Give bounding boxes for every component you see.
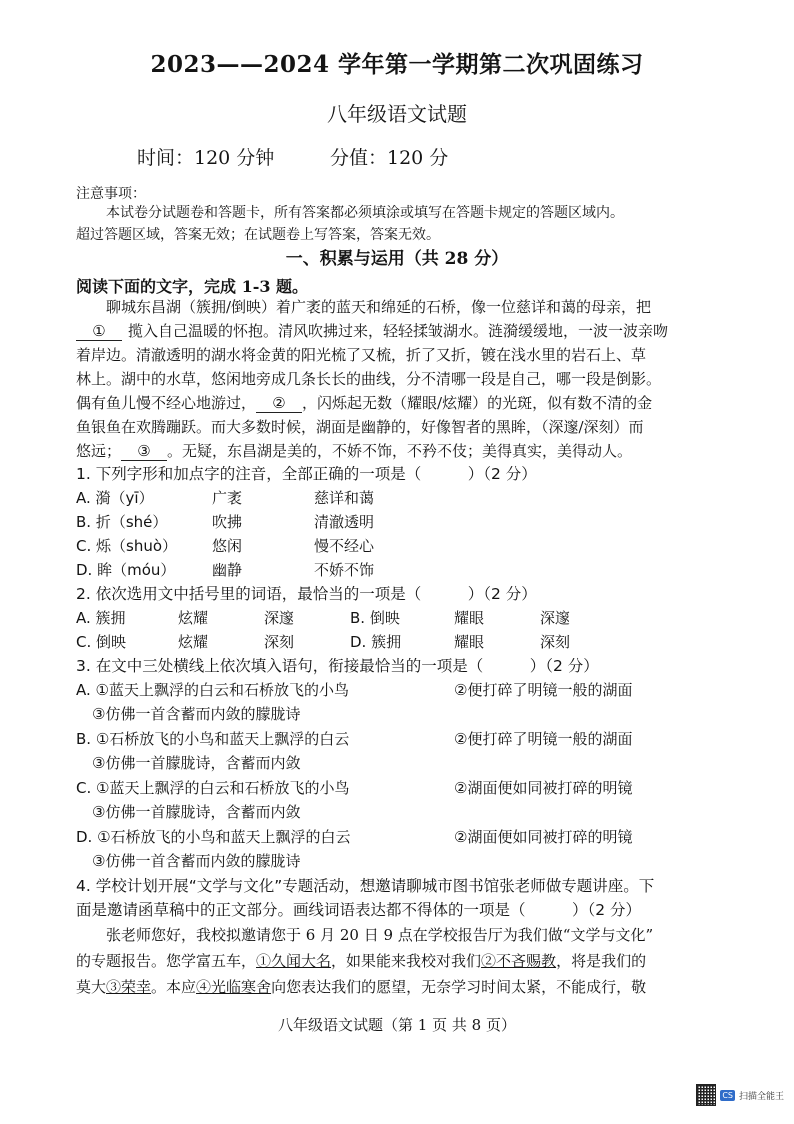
blank-2: ② (256, 394, 302, 413)
letter-line: 张老师您好，我校拟邀请您于 6 月 20 日 9 点在学校报告厅为我们做“文学与文化” (106, 926, 654, 944)
passage-line: 偶有鱼儿慢不经心地游过， ② ，闪烁起无数（耀眼/炫耀）的光斑，似有数不清的金 (76, 394, 653, 412)
blank-1: ① (76, 322, 122, 341)
q3-option-c: ③仿佛一首朦胧诗，含蓄而内敛 (92, 803, 301, 821)
q3-option-b: ②便打碎了明镜一般的湖面 (454, 681, 633, 699)
letter-line: 莫大③荣幸。本应④光临寒舍向您表达我们的愿望，无奈学习时间太紧，不能成行，敬 (76, 978, 647, 996)
q2-option-word: 深邃 (540, 609, 571, 627)
q1-option: D. 眸（móu） (76, 561, 176, 579)
notice-line-2: 超过答题区域，答案无效；在试题卷上写答案，答案无效。 (76, 227, 440, 243)
passage-line: 悠远； ③ 。无疑，东昌湖是美的，不娇不饰，不矜不伎；美得真实，美得动人。 (76, 442, 633, 460)
passage-line: ① 揽入自己温暖的怀抱。清风吹拂过来，轻轻揉皱湖水。涟漪缓缓地，一波一波亲吻 (76, 320, 668, 341)
exam-time: 时间：120 分钟 (137, 147, 275, 169)
q3-option-a: B. ①石桥放飞的小鸟和蓝天上飘浮的白云 (76, 730, 350, 748)
question-2-stem: 2. 依次选用文中括号里的词语，最恰当的一项是（ ）（2 分） (76, 585, 537, 603)
q2-option: C. 倒映 (76, 633, 127, 651)
q3-option-a: C. ①蓝天上飘浮的白云和石桥放飞的小鸟 (76, 779, 350, 797)
q3-option-a: D. ①石桥放飞的小鸟和蓝天上飘浮的白云 (76, 828, 351, 846)
q3-option-c: ③仿佛一首含蓄而内敛的朦胧诗 (92, 705, 301, 723)
notice-line-1: 本试卷分试题卷和答题卡，所有答案都必须填涂或填写在答题卡规定的答题区域内。 (106, 205, 624, 221)
question-4-stem-2: 面是邀请函草稿中的正文部分。画线词语表达都不得体的一项是（ ）（2 分） (76, 901, 642, 919)
section-heading: 一、积累与运用（共 28 分） (285, 249, 509, 269)
q2-option-word: 耀眼 (454, 633, 485, 651)
blank-3: ③ (121, 442, 167, 461)
q1-option-word: 清澈透明 (314, 513, 375, 531)
watermark-label: 扫描全能王 (738, 1091, 784, 1102)
q2-option-word: 耀眼 (454, 609, 485, 627)
question-1-stem: 1. 下列字形和加点字的注音，全部正确的一项是（ ）（2 分） (76, 465, 537, 483)
exam-title: 2023——2024 学年第一学期第二次巩固练习 (150, 51, 644, 78)
letter-line: 的专题报告。您学富五车，①久闻大名，如果能来我校对我们②不吝赐教，将是我们的 (76, 952, 647, 970)
q3-option-b: ②便打碎了明镜一般的湖面 (454, 730, 633, 748)
question-3-stem: 3. 在文中三处横线上依次填入语句，衔接最恰当的一项是（ ）（2 分） (76, 657, 599, 675)
q2-option-word: 深刻 (540, 633, 571, 651)
passage-line: 鱼银鱼在欢腾蹦跃。而大多数时候，湖面是幽静的，好像智者的黑眸，（深邃/深刻）而 (76, 418, 644, 436)
qr-code-icon (696, 1084, 716, 1106)
notice-heading: 注意事项： (76, 186, 146, 202)
q3-option-b: ②湖面便如同被打碎的明镜 (454, 779, 633, 797)
q1-option: C. 烁（shuò） (76, 537, 178, 555)
passage-line: 着岸边。清澈透明的湖水将金黄的阳光梳了又梳，折了又折，镀在浅水里的岩石上、草 (76, 346, 647, 364)
underlined-phrase-2: ②不吝赐教 (481, 952, 557, 970)
q1-option: B. 折（shé） (76, 513, 168, 531)
passage-line: 林上。湖中的水草，悠闲地旁成几条长长的曲线，分不清哪一段是自己，哪一段是倒影。 (76, 370, 662, 388)
passage-line: 聊城东昌湖（簇拥/倒映）着广袤的蓝天和绵延的石桥，像一位慈详和蔼的母亲，把 (106, 298, 652, 316)
q3-option-c: ③仿佛一首含蓄而内敛的朦胧诗 (92, 852, 301, 870)
underlined-phrase-1: ①久闻大名 (256, 952, 332, 970)
exam-subtitle: 八年级语文试题 (327, 102, 467, 126)
q1-option-word: 幽静 (212, 561, 243, 579)
page-footer: 八年级语文试题（第 1 页 共 8 页） (278, 1016, 516, 1034)
exam-score: 分值：120 分 (330, 147, 449, 169)
q1-option-word: 慈详和蔼 (314, 489, 375, 507)
q2-option-word: 深刻 (264, 633, 295, 651)
reading-instruction: 阅读下面的文字，完成 1-3 题。 (76, 277, 309, 296)
q1-option-word: 悠闲 (212, 537, 243, 555)
q2-option: D. 簇拥 (350, 633, 402, 651)
scanner-watermark (696, 1082, 784, 1108)
q3-option-a: A. ①蓝天上飘浮的白云和石桥放飞的小鸟 (76, 681, 349, 699)
q2-option: A. 簇拥 (76, 609, 126, 627)
q1-option-word: 广袤 (212, 489, 243, 507)
underlined-phrase-4: ④光临寒舍 (196, 978, 272, 996)
q2-option: B. 倒映 (350, 609, 400, 627)
q1-option-word: 吹拂 (212, 513, 243, 531)
q1-option-word: 慢不经心 (314, 537, 375, 555)
q1-option: A. 漪（yī） (76, 489, 154, 507)
q3-option-c: ③仿佛一首朦胧诗，含蓄而内敛 (92, 754, 301, 772)
camscanner-logo-icon: CS (722, 1090, 733, 1100)
q2-option-word: 炫耀 (178, 633, 209, 651)
underlined-phrase-3: ③荣幸 (106, 978, 152, 996)
q2-option-word: 炫耀 (178, 609, 209, 627)
question-4-stem-1: 4. 学校计划开展“文学与文化”专题活动，想邀请聊城市图书馆张老师做专题讲座。下 (76, 877, 655, 895)
q1-option-word: 不娇不饰 (314, 561, 375, 579)
q2-option-word: 深邃 (264, 609, 295, 627)
q3-option-b: ②湖面便如同被打碎的明镜 (454, 828, 633, 846)
